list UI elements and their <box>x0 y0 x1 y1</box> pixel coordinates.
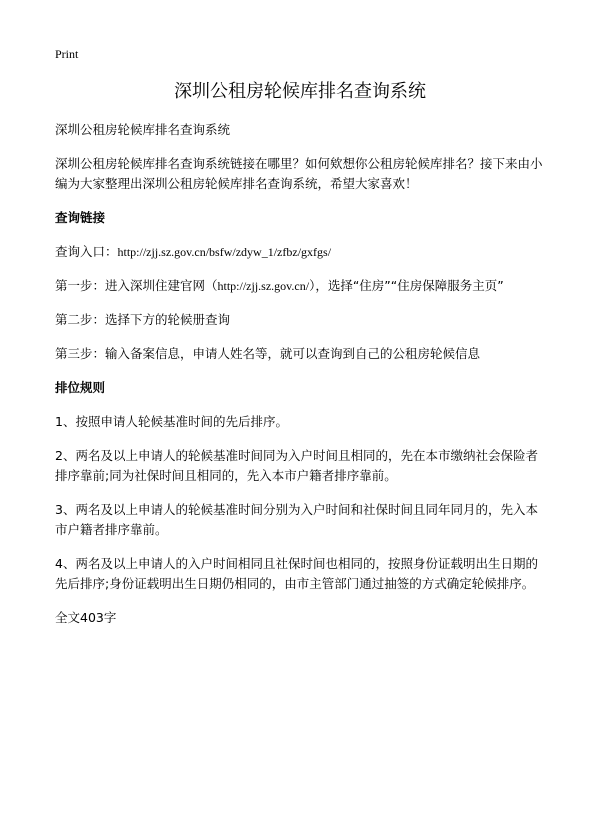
query-entry-label: 查询入口： <box>55 244 118 259</box>
query-entry <box>55 242 550 262</box>
step-1 <box>55 276 550 296</box>
rule-item: 3、两名及以上申请人的轮候基准时间分别为入户时间和社保时间且同年同月的，先入本市户籍者排序靠前。 <box>55 502 538 537</box>
query-section-heading: 查询链接 <box>55 210 106 225</box>
step-2: 第二步：选择下方的轮候册查询 <box>55 312 231 327</box>
print-link[interactable]: Print <box>55 47 79 61</box>
rule-item: 2、两名及以上申请人的轮候基准时间同为入户时间且相同的，先在本市缴纳社会保险者排序靠前;同为社保时间且相同的，先入本市户籍者排序靠前。 <box>55 448 538 483</box>
step-1-link[interactable]: http://zjj.sz.gov.cn/ <box>217 279 310 293</box>
page-title: 深圳公租房轮候库排名查询系统 <box>174 81 426 102</box>
intro-paragraph: 深圳公租房轮候库排名查询系统链接在哪里？如何欸想你公租房轮候库排名？接下来由小编为大家整理出深圳公租房轮候库排名查询系统，希望大家喜欢！ <box>55 156 543 191</box>
rules-section-heading: 排位规则 <box>55 380 106 395</box>
step-3: 第三步：输入备案信息，申请人姓名等，就可以查询到自己的公租房轮候信息 <box>55 346 481 361</box>
query-entry-link[interactable]: http://zjj.sz.gov.cn/bsfw/zdyw_1/zfbz/gxfgs/ <box>117 245 332 259</box>
article-subtitle: 深圳公租房轮候库排名查询系统 <box>55 122 231 137</box>
word-count: 全文403字 <box>55 610 117 625</box>
step-1-suffix: ），选择“住房”“住房保障服务主页” <box>309 278 504 293</box>
article-body <box>55 120 550 642</box>
rule-item: 1、按照申请人轮候基准时间的先后排序。 <box>55 414 288 429</box>
step-1-prefix: 第一步：进入深圳住建官网（ <box>55 278 218 293</box>
rule-item: 4、两名及以上申请人的入户时间相同且社保时间也相同的，按照身份证载明出生日期的先后排序;身份证载明出生日期仍相同的，由市主管部门通过抽签的方式确定轮候排序。 <box>55 556 538 591</box>
